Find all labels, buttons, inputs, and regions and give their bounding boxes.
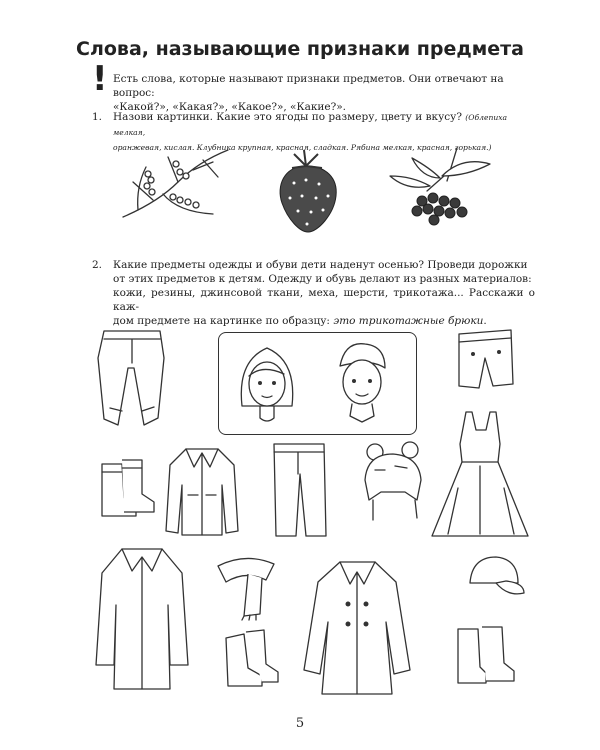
rubber-boots-icon xyxy=(96,458,158,522)
task-2-example: это трикотажные брюки xyxy=(333,315,484,327)
task-1-note-b: оранжевая, кислая. Клубника крупная, красная, сладкая. Рябина мелкая, красная, горькая.) xyxy=(113,143,492,152)
task-2-number: 2. xyxy=(92,259,103,271)
jeans-icon xyxy=(268,440,330,540)
exclamation-icon: ! xyxy=(92,59,108,99)
leather-jacket-icon xyxy=(162,443,242,539)
boots-icon xyxy=(452,623,522,691)
boy-face-icon xyxy=(325,336,395,428)
intro-line-1: Есть слова, которые называют признаки предметов. Они отвечают на вопрос: xyxy=(113,73,504,99)
task-1-number: 1. xyxy=(92,111,103,123)
shorts-icon xyxy=(455,328,517,393)
task-2-line-1: Какие предметы одежды и обуви дети наденут осенью? Проведи дорожки xyxy=(113,259,528,271)
intro-text xyxy=(113,72,533,114)
sea-buckthorn-icon xyxy=(118,142,238,232)
dress-icon xyxy=(428,408,533,543)
strawberry-icon xyxy=(272,148,342,236)
knitted-hat-icon xyxy=(355,440,430,525)
task-2-period: . xyxy=(483,315,487,327)
task-1-question: Назови картинки. Какие это ягоды по размеру, цвету и вкусу? xyxy=(113,111,462,123)
knit-trousers-icon xyxy=(92,323,172,433)
coat-icon xyxy=(300,558,415,698)
task-2-line-4: дом предмете на картинке по образцу: xyxy=(113,315,330,327)
rowan-icon xyxy=(382,146,492,226)
page-title: Слова, называющие признаки предмета xyxy=(76,38,524,60)
task-2-text xyxy=(113,258,535,328)
cap-icon xyxy=(462,553,527,603)
task-2-line-3: кожи, резины, джинсовой ткани, меха, шерсти, трикотажа... Расскажи о каж- xyxy=(113,287,535,313)
page-number: 5 xyxy=(295,716,305,731)
task-1-note-a: (Облепиха мелкая, xyxy=(113,113,508,137)
fur-coat-icon xyxy=(92,545,192,695)
task-2-line-2: от этих предметов к детям. Одежду и обувь делают из разных материалов: xyxy=(113,273,532,285)
girl-face-icon xyxy=(232,336,302,428)
ankle-boots-icon xyxy=(222,628,282,693)
intro-line-2: «Какой?», «Какая?», «Какое?», «Какие?». xyxy=(113,101,347,113)
scarf-icon xyxy=(208,550,283,622)
